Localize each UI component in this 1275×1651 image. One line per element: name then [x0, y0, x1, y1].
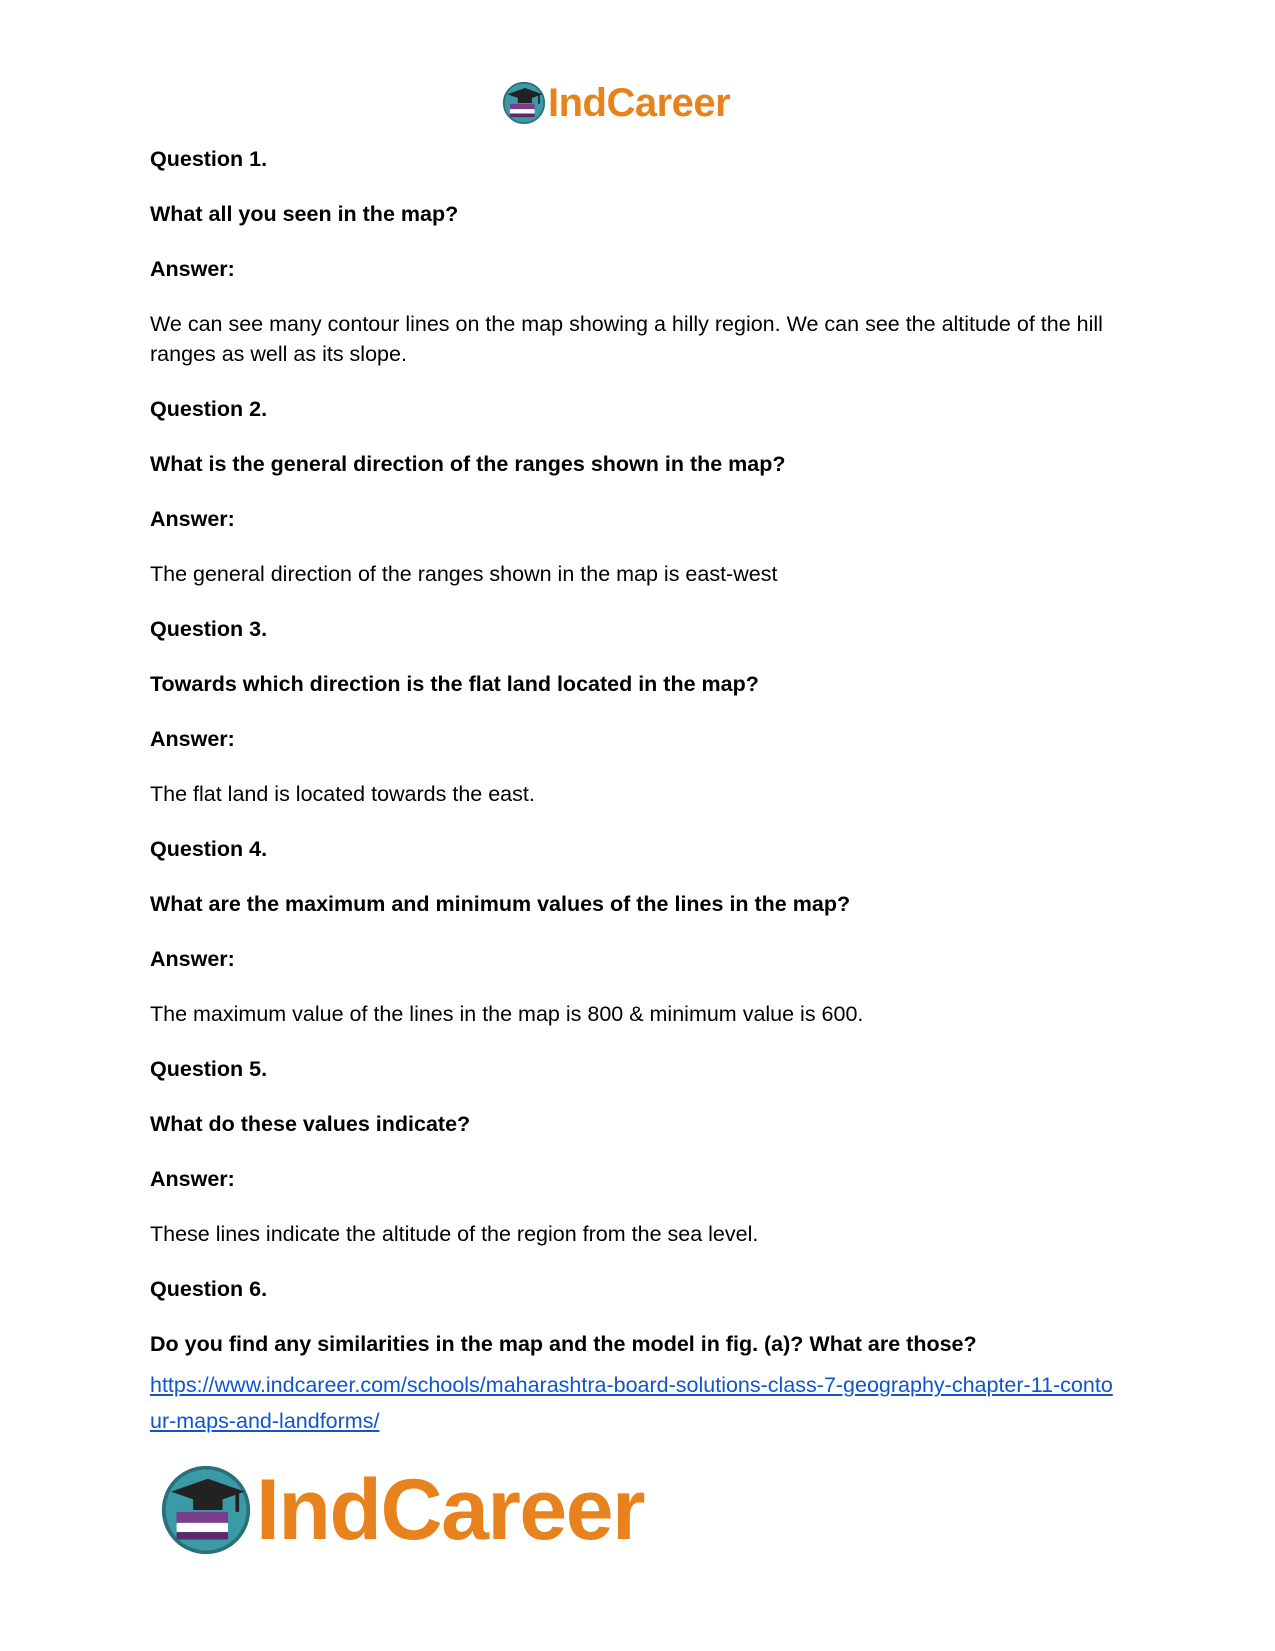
answer-text: We can see many contour lines on the map showing a hilly region. We can see the altitude of the hill ranges as well as its slope. — [150, 312, 1103, 366]
brand-wordmark: IndCareer — [256, 1462, 644, 1558]
question-text: Do you find any similarities in the map and the model in fig. (a)? What are those? — [150, 1332, 977, 1356]
answer-text: The flat land is located towards the east. — [150, 782, 535, 806]
question-label: Question 2. — [150, 397, 268, 421]
question-label: Question 4. — [150, 837, 268, 861]
answer-label: Answer: — [150, 947, 235, 971]
answer-label: Answer: — [150, 727, 235, 751]
question-label: Question 5. — [150, 1057, 268, 1081]
question-text: What all you seen in the map? — [150, 202, 459, 226]
question-text: What are the maximum and minimum values of the lines in the map? — [150, 892, 851, 916]
indcareer-logo-top — [502, 80, 730, 126]
answer-text: The general direction of the ranges shown in the map is east-west — [150, 562, 778, 586]
source-link[interactable]: https://www.indcareer.com/schools/maharashtra-board-solutions-class-7-geography-chapter-11-contour-maps-and-landforms/ — [150, 1373, 1113, 1433]
question-label: Question 1. — [150, 147, 268, 171]
question-text: Towards which direction is the flat land located in the map? — [150, 672, 759, 696]
answer-text: The maximum value of the lines in the map is 800 & minimum value is 600. — [150, 1002, 864, 1026]
indcareer-logo-bottom — [160, 1462, 644, 1558]
question-label: Question 6. — [150, 1277, 268, 1301]
question-text: What is the general direction of the ranges shown in the map? — [150, 452, 786, 476]
brand-wordmark: IndCareer — [548, 81, 731, 125]
question-text: What do these values indicate? — [150, 1112, 471, 1136]
graduation-book-icon — [160, 1464, 252, 1556]
answer-text: These lines indicate the altitude of the region from the sea level. — [150, 1222, 759, 1246]
answer-label: Answer: — [150, 507, 235, 531]
qa-content — [150, 144, 1120, 1439]
answer-label: Answer: — [150, 1167, 235, 1191]
graduation-book-icon — [502, 81, 546, 125]
answer-label: Answer: — [150, 257, 235, 281]
question-label: Question 3. — [150, 617, 268, 641]
